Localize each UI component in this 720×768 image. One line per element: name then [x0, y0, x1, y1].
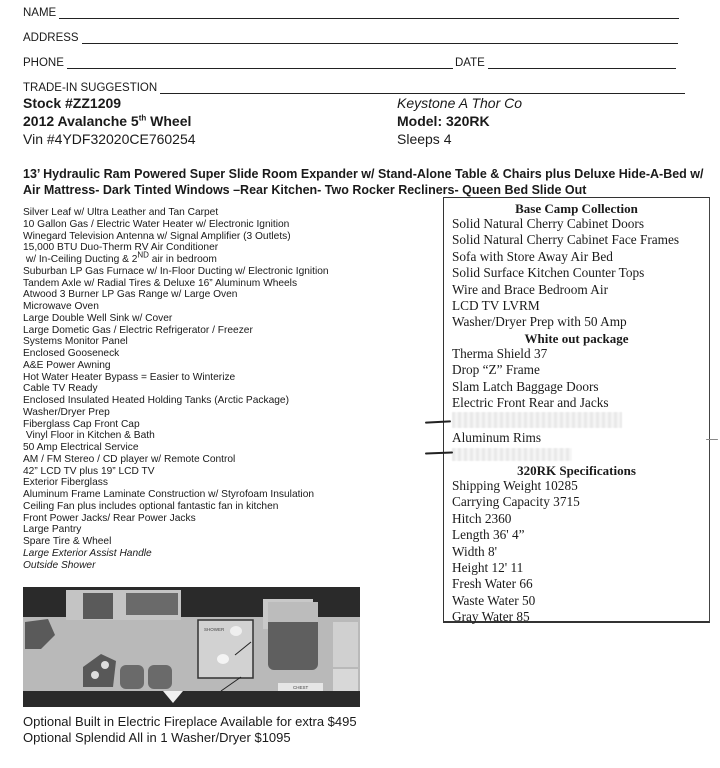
- spec-item: Length 36' 4”: [452, 527, 525, 543]
- feature-item: 15,000 BTU Duo-Therm RV Air Conditioner: [23, 242, 219, 254]
- spec-item: Fresh Water 66: [452, 576, 533, 592]
- year-model-suffix: Wheel: [146, 113, 192, 129]
- optional-extras: [23, 714, 357, 746]
- feature-item: Cable TV Ready: [23, 383, 98, 395]
- feature-item: A&E Power Awning: [23, 359, 111, 371]
- date-label: DATE: [455, 57, 485, 69]
- white-out-title: White out package: [524, 330, 629, 346]
- white-out-item: Drop “Z” Frame: [452, 362, 540, 378]
- vin-number: Vin #4YDF32020CE760254: [23, 131, 196, 147]
- white-out-item: Slam Latch Baggage Doors: [452, 378, 599, 394]
- spec-item: Carrying Capacity 3715: [452, 494, 580, 510]
- white-out-item: Electric Front Rear and Jacks: [452, 395, 609, 411]
- date-field[interactable]: [455, 56, 676, 69]
- optional-item: Optional Built in Electric Fireplace Available for extra $495: [23, 714, 357, 729]
- spec-item: Shipping Weight 10285: [452, 477, 578, 493]
- feature-item: 50 Amp Electrical Service: [23, 442, 139, 453]
- manufacturer-info: [397, 94, 522, 148]
- ordinal-superscript: th: [138, 113, 147, 123]
- trade-in-line[interactable]: [160, 81, 685, 94]
- redacted-line: [452, 448, 572, 461]
- package-box: [443, 197, 710, 623]
- address-label: ADDRESS: [23, 32, 79, 44]
- base-camp-item: Solid Natural Cherry Cabinet Face Frames: [452, 232, 680, 248]
- name-label: NAME: [23, 7, 57, 19]
- feature-item: Outside Shower: [23, 559, 96, 571]
- feature-item: AM / FM Stereo / CD player w/ Remote Control: [23, 453, 236, 465]
- spec-item: Hitch 2360: [452, 510, 512, 526]
- base-camp-item: Wire and Brace Bedroom Air: [452, 281, 609, 297]
- base-camp-item: Washer/Dryer Prep with 50 Amp: [452, 314, 627, 330]
- optional-item: Optional Splendid All in 1 Washer/Dryer $1095: [23, 730, 291, 745]
- chest-label: CHEST: [293, 685, 309, 690]
- feature-item: Winegard Television Antenna w/ Signal Amplifier (3 Outlets): [23, 230, 291, 242]
- shower-label: SHOWER: [204, 627, 225, 632]
- spec-item: Height 12' 11: [452, 559, 524, 575]
- vehicle-info: [23, 94, 196, 148]
- phone-label: PHONE: [23, 57, 64, 69]
- base-camp-title: Base Camp Collection: [515, 201, 638, 216]
- feature-list: [23, 207, 329, 571]
- model: Model: 320RK: [397, 113, 490, 129]
- feature-item: 10 Gallon Gas / Electric Water Heater w/ Electronic Ignition: [23, 218, 290, 230]
- feature-item: Systems Monitor Panel: [23, 336, 128, 348]
- feature-item: Aluminum Frame Laminate Construction w/ Styrofoam Insulation: [23, 489, 315, 500]
- address-line[interactable]: [82, 31, 678, 44]
- feature-item: Spare Tire & Wheel: [23, 536, 112, 547]
- floor-plan-image: [23, 587, 360, 707]
- date-line[interactable]: [488, 56, 676, 69]
- feature-item: Exterior Fiberglass: [23, 477, 108, 489]
- feature-item: Silver Leaf w/ Ultra Leather and Tan Carpet: [23, 207, 219, 218]
- feature-item: Fiberglass Cap Front Cap: [23, 418, 140, 430]
- address-field[interactable]: [23, 31, 678, 44]
- phone-line[interactable]: [67, 56, 453, 69]
- feature-sub-text: w/ In-Ceiling Ducting & 2: [23, 254, 138, 265]
- feature-item: Ceiling Fan plus includes optional fantastic fan in kitchen: [23, 500, 279, 512]
- spec-item: Waste Water 50: [452, 592, 536, 608]
- spec-item: Width 8': [452, 543, 498, 559]
- manufacturer: Keystone A Thor Co: [397, 95, 523, 111]
- feature-item: Large Pantry: [23, 524, 82, 536]
- redacted-line: [452, 412, 622, 428]
- year-model: [23, 112, 196, 130]
- feature-item: Microwave Oven: [23, 301, 99, 312]
- feature-sub-suffix: air in bedroom: [148, 254, 217, 265]
- feature-item: Large Exterior Assist Handle: [23, 547, 152, 559]
- specs-title: 320RK Specifications: [517, 462, 636, 478]
- stock-number: Stock #ZZ1209: [23, 95, 122, 111]
- feature-item: Front Power Jacks/ Rear Power Jacks: [23, 512, 196, 524]
- name-line[interactable]: [59, 6, 679, 19]
- feature-item-sub: [23, 250, 329, 266]
- trade-in-field[interactable]: [23, 81, 685, 94]
- feature-item: Enclosed Insulated Heated Holding Tanks (Arctic Package): [23, 395, 289, 406]
- pen-mark: [706, 439, 718, 440]
- white-out-item: Aluminum Rims: [452, 430, 542, 446]
- feature-item: Tandem Axle w/ Radial Tires & Deluxe 16” Aluminum Wheels: [23, 277, 298, 289]
- feature-item: Large Double Well Sink w/ Cover: [23, 312, 173, 324]
- ordinal-superscript: ND: [137, 250, 149, 260]
- year-model-text: 2012 Avalanche 5: [23, 113, 139, 129]
- headline: 13’ Hydraulic Ram Powered Super Slide Room Expander w/ Stand-Alone Table & Chairs plus Deluxe Hide-A-Bed w/ Air Mattress- Dark Tinted Windows –Rear Kitchen- Two Rocker Recliners- Queen Bed Slide Out: [23, 167, 704, 197]
- base-camp-item: Solid Surface Kitchen Counter Tops: [452, 265, 645, 281]
- feature-item: Enclosed Gooseneck: [23, 348, 120, 359]
- name-field[interactable]: [23, 6, 679, 19]
- base-camp-item: Sofa with Store Away Air Bed: [452, 248, 613, 264]
- trade-in-label: TRADE-IN SUGGESTION: [23, 82, 158, 94]
- base-camp-item: LCD TV LVRM: [452, 298, 540, 314]
- feature-item: Large Dometic Gas / Electric Refrigerator / Freezer: [23, 324, 253, 336]
- sleeps: Sleeps 4: [397, 131, 452, 147]
- white-out-item: Therma Shield 37: [452, 345, 548, 361]
- feature-item: Atwood 3 Burner LP Gas Range w/ Large Oven: [23, 289, 238, 301]
- feature-item: Suburban LP Gas Furnace w/ In-Floor Ducting w/ Electronic Ignition: [23, 265, 329, 277]
- feature-item: Hot Water Heater Bypass = Easier to Winterize: [23, 371, 236, 383]
- feature-item: Vinyl Floor in Kitchen & Bath: [23, 430, 155, 442]
- spec-item: Gray Water 85: [452, 609, 530, 625]
- phone-field[interactable]: [23, 56, 453, 69]
- base-camp-item: Solid Natural Cherry Cabinet Doors: [452, 216, 645, 231]
- feature-item: Washer/Dryer Prep: [23, 406, 110, 418]
- feature-item: 42” LCD TV plus 19” LCD TV: [23, 465, 155, 477]
